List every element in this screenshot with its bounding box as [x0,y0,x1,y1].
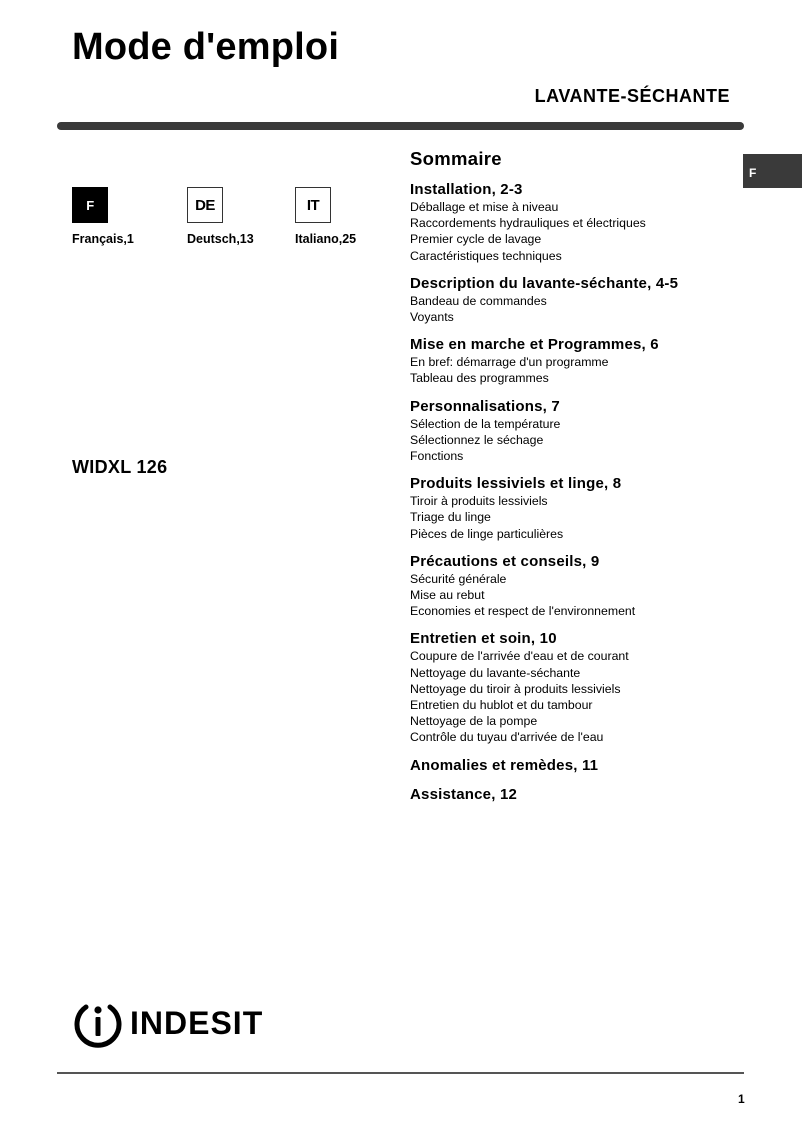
toc-item[interactable]: Nettoyage du lavante-séchante [410,665,581,680]
toc-item[interactable]: Fonctions [410,449,464,464]
header-divider [57,122,744,130]
toc-section-title[interactable]: Installation, 2-3 [410,181,523,198]
toc-item[interactable]: Tiroir à produits lessiviels [410,494,548,509]
page-title: Mode d'emploi [72,26,340,68]
power-i-logo-icon [72,998,124,1048]
toc-section [410,181,740,264]
page-number: 1 [738,1092,745,1106]
language-code-box: F [72,187,108,223]
language-label: Français,1 [72,232,134,246]
toc-section [410,757,740,775]
language-entry-it[interactable] [295,187,375,246]
toc-item[interactable]: En bref: démarrage d'un programme [410,355,609,370]
toc-section [410,475,740,542]
model-number: WIDXL 126 [72,457,168,477]
side-tab-label: F [749,166,757,180]
toc-heading: Sommaire [410,148,502,169]
toc-section-title[interactable]: Anomalies et remèdes, 11 [410,756,599,774]
language-code-box: DE [187,187,223,223]
toc-section-title[interactable]: Précautions et conseils, 9 [410,552,600,570]
toc-item[interactable]: Voyants [410,310,454,325]
toc-section-title[interactable]: Mise en marche et Programmes, 6 [410,336,659,354]
toc-item[interactable]: Premier cycle de lavage [410,232,542,247]
toc-item[interactable]: Contrôle du tuyau d'arrivée de l'eau [410,730,604,745]
language-entry-fr[interactable] [72,187,152,246]
toc-item[interactable]: Entretien du hublot et du tambour [410,698,593,713]
language-label: Deutsch,13 [187,232,254,246]
toc-section-title[interactable]: Assistance, 12 [410,785,518,803]
language-entry-de[interactable] [187,187,267,246]
toc-item[interactable]: Nettoyage du tiroir à produits lessiviels [410,681,621,696]
language-side-tab [743,154,802,188]
toc-item[interactable]: Raccordements hydrauliques et électriques [410,216,646,231]
toc-item[interactable]: Caractéristiques techniques [410,248,562,263]
toc-section [410,553,740,620]
toc-item[interactable]: Sélection de la température [410,416,561,431]
toc-section-title[interactable]: Description du lavante-séchante, 4-5 [410,274,679,292]
toc-section-title[interactable]: Produits lessiviels et linge, 8 [410,475,622,493]
toc-section-title[interactable]: Personnalisations, 7 [410,397,560,415]
brand-logo [72,998,263,1048]
toc-section-title[interactable]: Entretien et soin, 10 [410,630,557,648]
toc-section [410,336,740,386]
toc-section [410,398,740,465]
toc-section [410,630,740,745]
toc-item[interactable]: Tableau des programmes [410,371,549,386]
toc-item[interactable]: Sélectionnez le séchage [410,432,544,447]
toc-item[interactable]: Mise au rebut [410,588,485,603]
toc-section [410,786,740,804]
language-code-box: IT [295,187,331,223]
toc-item[interactable]: Nettoyage de la pompe [410,714,538,729]
toc-item[interactable]: Coupure de l'arrivée d'eau et de courant [410,649,629,664]
language-label: Italiano,25 [295,232,357,246]
toc-item[interactable]: Pièces de linge particulières [410,526,564,541]
logo-wordmark: INDESIT [130,1004,264,1041]
toc-item[interactable]: Economies et respect de l'environnement [410,604,636,619]
toc-item[interactable]: Sécurité générale [410,571,507,586]
toc-item[interactable]: Déballage et mise à niveau [410,200,559,214]
toc-item[interactable]: Triage du linge [410,510,491,525]
table-of-contents [410,148,740,815]
toc-item[interactable]: Bandeau de commandes [410,293,547,308]
document-subtitle: LAVANTE-SÉCHANTE [534,86,730,106]
toc-section [410,275,740,325]
footer-divider [57,1072,744,1074]
toc-sections [410,181,740,804]
